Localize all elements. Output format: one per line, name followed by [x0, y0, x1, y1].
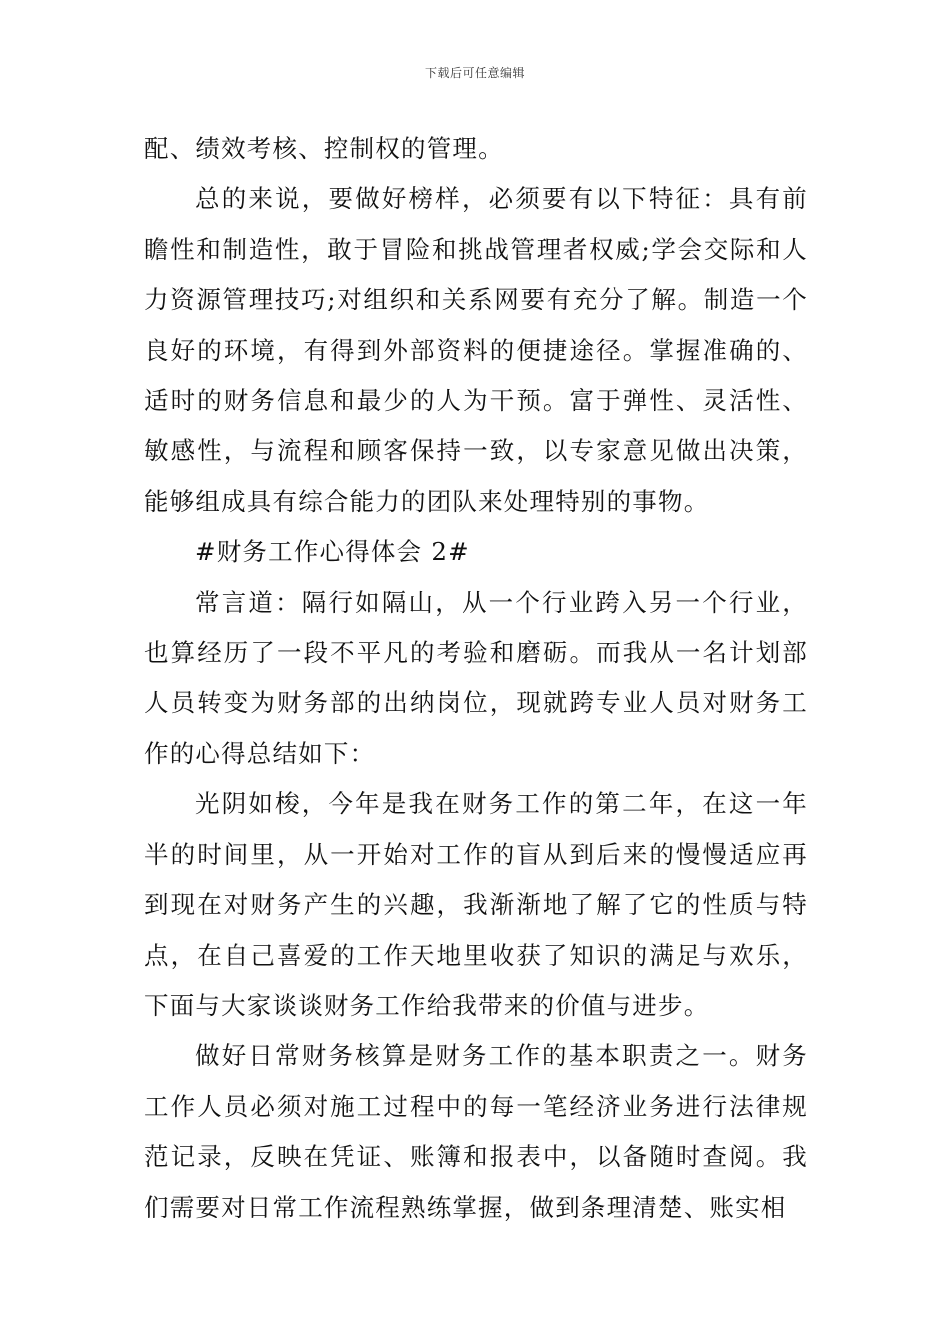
paragraph-daily-accounting: 做好日常财务核算是财务工作的基本职责之一。财务工作人员必须对施工过程中的每一笔经济业务进行法律规范记录，反映在凭证、账簿和报表中，以备随时查阅。我们需要对日常工作流程熟练掌握，做到条理清楚、账实相 — [144, 1041, 808, 1222]
paragraph-role-model-traits: 总的来说，要做好榜样，必须要有以下特征：具有前瞻性和制造性，敢于冒险和挑战管理者权威;学会交际和人力资源管理技巧;对组织和关系网要有充分了解。制造一个良好的环境，有得到外部资料的便捷途径。掌握准确的、适时的财务信息和最少的人为干预。富于弹性、灵活性、敏感性，与流程和顾客保持一致，以专家意见做出决策，能够组成具有综合能力的团队来处理特别的事物。 — [144, 184, 808, 516]
page-header-note: 下载后可任意编辑 — [424, 66, 525, 80]
paragraph-continuation: 配、绩效考核、控制权的管理。 — [144, 134, 504, 163]
document-body — [144, 124, 808, 1233]
section-heading: #财务工作心得体会 2# — [195, 537, 470, 567]
paragraph-career-change: 常言道：隔行如隔山，从一个行业跨入另一个行业，也算经历了一段不平凡的考验和磨砺。而我从一名计划部人员转变为财务部的出纳岗位，现就跨专业人员对财务工作的心得总结如下： — [144, 587, 808, 768]
paragraph-second-year: 光阴如梭，今年是我在财务工作的第二年，在这一年半的时间里，从一开始对工作的盲从到后来的慢慢适应再到现在对财务产生的兴趣，我渐渐地了解了它的性质与特点，在自己喜爱的工作天地里收获了知识的满足与欢乐，下面与大家谈谈财务工作给我带来的价值与进步。 — [144, 789, 808, 1020]
